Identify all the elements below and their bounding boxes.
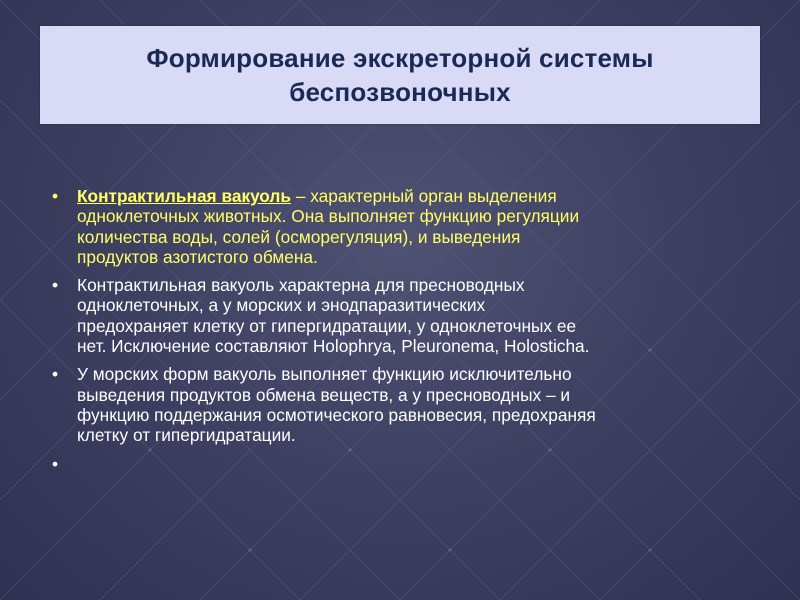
slide-title-line-2: беспозвоночных [289, 77, 511, 107]
bullet-icon: • [52, 453, 59, 474]
bullet-2-line-1: Контрактильная вакуоль характерна для пресноводных [77, 275, 525, 296]
bullet-2-line-4: нет. Исключение составляют Holophrya, Pleuronema, Holosticha. [77, 336, 590, 357]
bullet-3-line-1: У морских форм вакуоль выполняет функцию исключительно [77, 364, 572, 385]
slide-title-line-1: Формирование экскреторной системы [146, 43, 654, 73]
bullet-item-2 [52, 275, 772, 356]
bullet-3-line-3: функцию поддержания осмотического равновесия, предохраняя [77, 404, 596, 425]
bullet-item-empty [52, 454, 772, 474]
bullet-2-line-3: предохраняет клетку от гипергидратации, у одноклеточных ее [77, 315, 577, 336]
bullet-item-3 [52, 364, 772, 445]
bullet-list [52, 186, 772, 482]
term-contractile-vacuole: Контрактильная вакуоль [77, 186, 292, 206]
bullet-item-1 [52, 186, 772, 267]
title-box [40, 26, 760, 124]
bullet-3-line-2: выведения продуктов обмена веществ, а у пресноводных – и [77, 384, 571, 405]
bullet-1-line-2: одноклеточных животных. Она выполняет функцию регуляции [77, 206, 580, 227]
bullet-icon: • [52, 186, 59, 206]
bullet-3-line-4: клетку от гипергидратации. [77, 425, 296, 446]
bullet-1-line-4: продуктов азотистого обмена. [77, 246, 318, 267]
bullet-2-line-2: одноклеточных, а у морских и энодпаразитических [77, 295, 486, 316]
bullet-1-line-3: количества воды, солей (осморегуляция), и выведения [77, 226, 521, 247]
bullet-icon: • [52, 275, 59, 296]
bullet-icon: • [52, 364, 59, 385]
bullet-1-line-1: – характерный орган выделения [291, 186, 557, 206]
